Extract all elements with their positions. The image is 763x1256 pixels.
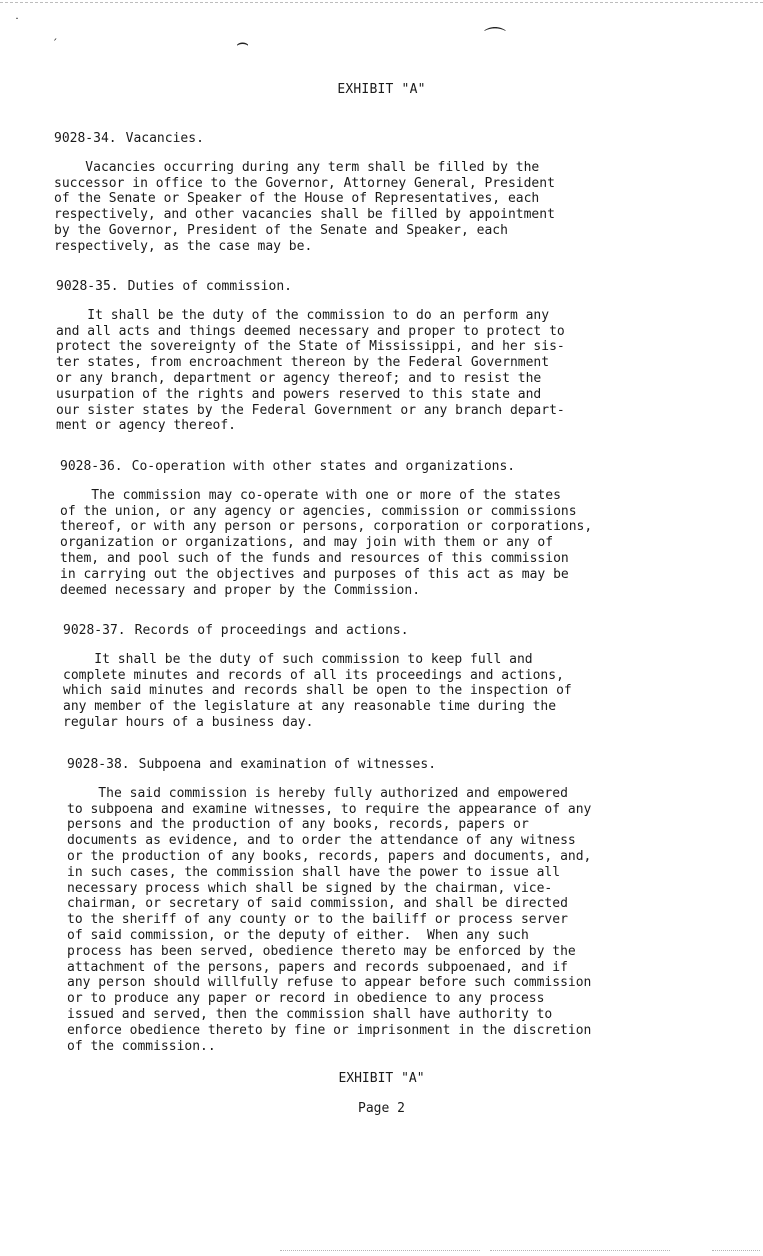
section-title: Records of proceedings and actions. [134,623,409,638]
top-border [0,2,763,3]
exhibit-header: EXHIBIT "A" [337,82,426,97]
scan-speck-mark: ˙ [14,16,20,30]
section-number: 9028-35. [56,279,119,294]
section-9028-34 [54,131,555,255]
bottom-scan-line [490,1250,670,1251]
footer-exhibit: EXHIBIT "A" [338,1071,425,1086]
section-body: It shall be the duty of the commission to do an perform any and all acts and things deemed necessary and proper to protect to protect the sovereignty of the State of Mississippi, and her sis- ter states, from encroachment thereon by the Federal Government or any branch, department or agency thereof; and to resist the usurpation of the rights and powers reserved to this state and our sister states by the Federal Government or any branch depart- ment or agency thereof. [56,307,565,434]
bottom-scan-line [280,1250,480,1251]
section-heading [63,623,572,639]
section-9028-37 [63,623,572,731]
section-title: Vacancies. [125,131,204,146]
section-number: 9028-36. [60,459,123,474]
section-heading [54,131,555,147]
footer-page-number: Page 2 [358,1101,405,1116]
section-heading [56,279,565,295]
section-number: 9028-38. [67,757,130,772]
bottom-scan-line [712,1250,760,1251]
section-9028-35 [56,279,565,434]
section-heading [60,459,592,475]
section-title: Duties of commission. [127,279,292,294]
scan-speck-mark: ˏ [52,28,58,41]
section-number: 9028-37. [63,623,126,638]
section-body: It shall be the duty of such commission to keep full and complete minutes and records of all its proceedings and actions, which said minutes and records shall be open to the inspection of any member of the legislature at any reasonable time during the regular hours of a business day. [63,651,572,730]
section-body: The commission may co-operate with one or more of the states of the union, or any agency or agencies, commission or commissions thereof, or with any person or persons, corporation or corporations, organization or organizations, and may join with them or any of them, and pool such of the funds and resources of this commission in carrying out the objectives and purposes of this act as may be deemed necessary and proper by the Commission. [60,487,593,598]
section-body: The said commission is hereby fully authorized and empowered to subpoena and examine witnesses, to require the appearance of any persons and the production of any books, records, papers or documents as evidence, and to order the attendance of any witness or the production of any books, records, papers and documents, and, in such cases, the commission shall have the power to issue all necessary process which shall be signed by the chairman, vice- chairman, or secretary of said commission, and shall be directed to the sheriff of any county or to the bailiff or process server of said commission, or the deputy of either. When any such process has been served, obedience thereto may be enforced by the attachment of the persons, papers and records subpoenaed, and if any person should willfully refuse to appear before such commission or to produce any paper or record in obedience to any process issued and served, then the commission shall have authority to enforce obedience thereto by fine or imprisonment in the discretion of the commission.. [67,785,592,1054]
section-9028-36 [60,459,592,598]
section-heading [67,757,591,773]
section-number: 9028-34. [54,131,117,146]
punch-hole-mark-left: ⌢ [236,30,250,54]
section-body: Vacancies occurring during any term shall be filled by the successor in office to the Governor, Attorney General, President of the Senate or Speaker of the House of Representatives, each respectively, and other vacancies shall be filled by appointment by the Governor, President of the Senate and Speaker, each respectively, as the case may be. [54,159,555,254]
section-title: Subpoena and examination of witnesses. [138,757,437,772]
punch-hole-mark-right: ⌒ [484,27,507,52]
section-title: Co-operation with other states and organizations. [131,459,516,474]
section-9028-38 [67,757,591,1054]
